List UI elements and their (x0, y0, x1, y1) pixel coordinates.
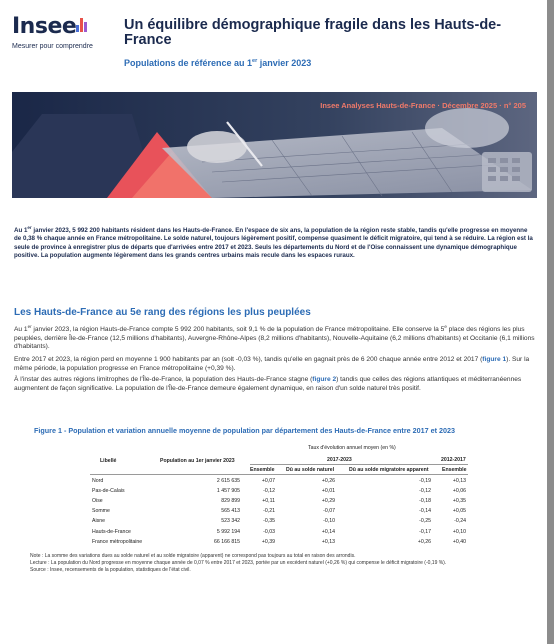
row-natural: +0,14 (321, 528, 335, 535)
row-natural: +0,29 (321, 498, 335, 505)
row-migration: -0,17 (419, 528, 431, 535)
row-label: France métropolitaine (92, 538, 143, 545)
row-total: -0,03 (263, 528, 275, 535)
paragraph-2: Entre 2017 et 2023, la région perd en moyenne 1 900 habitants par an (solt -0,03 %), tandis qu'elle en gagnait près de 6 200 chaque année entre 2012 et 2017 (figure 1). Sur la même période, la population progresse en France métropolitaine (+0,39 %). (14, 356, 530, 372)
figure-1-link[interactable]: figure 1 (482, 356, 507, 363)
row-migration: -0,18 (419, 498, 431, 505)
row-natural: +0,13 (321, 538, 335, 545)
row-total: -0,35 (263, 518, 275, 525)
table-header-total-b: Ensemble (442, 467, 467, 473)
row-population: 66 166 815 (214, 538, 240, 545)
row-total-b: +0,06 (452, 488, 466, 495)
intro-summary: Au 1er janvier 2023, 5 992 200 habitants résident dans les Hauts-de-France. En l'espace de six ans, la population de la région reste stable, tandis qu'elle progresse en moyenne de 0,38 % chaque année en France métropolitaine. Le solde naturel, toujours légèrement positif, compense quasiment le déficit migratoire, qui tend à se réduire. La région est la seule de province à enregistrer plus de départs que d'arrivées entre 2017 et 2023. Seuls les départements du Nord et de l'Oise connaissent une dynamique démographique positive. La population augmente légèrement dans les grands centres urbains mais recule dans les espaces ruraux. (14, 225, 533, 260)
row-total-b: +0,13 (452, 478, 466, 484)
row-migration: -0,12 (419, 488, 431, 495)
table-body-rule (90, 474, 468, 475)
row-label: Hauts-de-France (92, 528, 131, 535)
row-total-b: +0,10 (452, 528, 466, 535)
logo-wordmark: Insee (12, 14, 77, 39)
figure-title: Figure 1 - Population et variation annuelle moyenne de population par département des Hauts-de-France entre 2017 et 2023 (34, 426, 455, 435)
row-migration: -0,19 (419, 478, 431, 484)
row-total-b: +0,40 (452, 538, 466, 545)
row-total-b: -0,24 (454, 518, 466, 525)
row-natural: -0,07 (323, 508, 335, 515)
row-label: Somme (92, 508, 110, 515)
table-header-period-a: 2017-2023 (327, 457, 352, 463)
table-header-population: Population au 1er janvier 2023 (160, 458, 235, 464)
row-population: 1 457 905 (216, 488, 240, 495)
row-population: 565 413 (221, 508, 240, 515)
table-header-migration: Dû au solde migratoire apparent (349, 467, 429, 473)
header (12, 14, 542, 74)
table-header-period-b: 2012-2017 (441, 457, 466, 463)
logo-bars-icon (76, 18, 88, 32)
row-label: Oise (92, 498, 103, 505)
row-total: +0,11 (262, 498, 275, 505)
reading-note: Lecture : La population du Nord progresse en moyenne chaque année de 0,07 % entre 2017 et 2023, portée par un excédent naturel (+0,26 %) qui compense le déficit migratoire (-0,19 %). (30, 560, 447, 567)
row-population: 2 615 635 (216, 478, 240, 484)
page-title: Un équilibre démographique fragile dans les Hauts-de-France (124, 17, 502, 48)
publication-series: Insee Analyses Hauts-de-France · Décembre 2025 · n° 205 (320, 101, 526, 110)
logo-tagline: Mesurer pour comprendre (12, 43, 93, 50)
table-header-rule (250, 464, 468, 465)
row-population: 829 899 (221, 498, 240, 505)
row-total-b: +0,05 (452, 508, 466, 515)
row-label: Pas-de-Calais (92, 488, 125, 495)
figure-2-link[interactable]: figure 2 (312, 376, 337, 383)
table-header-rate: Taux d'évolution annuel moyen (en %) (308, 445, 396, 451)
row-natural: -0,10 (323, 518, 335, 525)
page-subtitle: Populations de référence au 1er janvier 2023 (124, 58, 312, 68)
cover-banner (12, 92, 537, 198)
row-natural: +0,01 (321, 488, 335, 495)
row-label: Aisne (92, 518, 105, 525)
table-header-label: Libellé (100, 458, 117, 464)
section-title: Les Hauts-de-France au 5e rang des régions les plus peuplées (14, 307, 311, 318)
row-migration: -0,14 (419, 508, 431, 515)
row-label: Nord (92, 478, 104, 484)
row-population: 523 342 (221, 518, 240, 525)
row-total: +0,07 (261, 478, 275, 484)
row-total: -0,12 (263, 488, 275, 495)
row-population: 5 992 194 (216, 528, 240, 535)
insee-logo (12, 14, 112, 58)
table-header-total: Ensemble (250, 467, 275, 473)
paragraph-3: À l'instar des autres régions limitrophes de l'Île-de-France, la population des Hauts-de-France stagne (figure 2) tandis que celles des régions atlantiques et méditerranéennes augmentent de façon significative. La population de l'Île-de-France demeure également dynamique, en raison d'un solde naturel très positif. (14, 376, 522, 392)
paragraph-1: Au 1er janvier 2023, la région Hauts-de-France compte 5 992 200 habitants, soit 9,1 % de la population de France métropolitaine. Elle conserve la 5e place des régions les plus peuplées, derrière Île-de-France (12,5 millions d'habitants), Auvergne-Rhône-Alpes (8,2 millions d'habitants), Nouvelle-Aquitaine (6,2 millions d'habitants) et Occitanie (6,1 millions d'habitants). (14, 324, 535, 351)
row-total: +0,39 (261, 538, 275, 545)
table-header-natural: Dû au solde naturel (286, 467, 335, 473)
figure-notes (30, 553, 530, 575)
row-natural: +0,26 (321, 478, 335, 484)
row-migration: +0,26 (417, 538, 431, 545)
source-note: Source : Insee, recensements de la population, statistiques de l'état civil. (30, 567, 191, 574)
row-total: -0,21 (263, 508, 275, 515)
row-migration: -0,25 (419, 518, 431, 525)
row-total-b: +0,35 (452, 498, 466, 505)
note-text: Note : La somme des variations dues au solde naturel et au solde migratoire (apparent) ne correspond pas toujours au total en raison des arrondis. (30, 553, 356, 559)
